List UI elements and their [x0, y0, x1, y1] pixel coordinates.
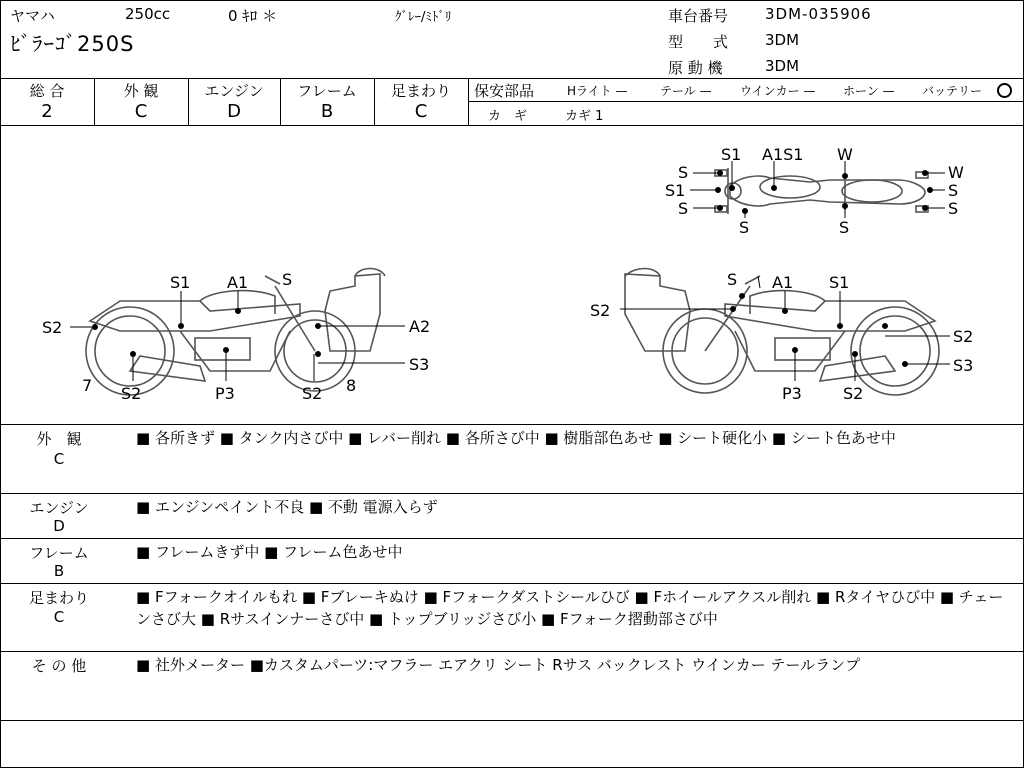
- frame-number: 3DM-035906: [765, 5, 872, 23]
- left-label-11: 8: [346, 376, 357, 395]
- left-label-6: S3: [409, 355, 430, 374]
- exterior-grade-label: 外 観: [123, 82, 159, 100]
- battery-circle-icon: [997, 83, 1012, 98]
- top-label-11: S: [839, 218, 850, 237]
- engine-model-label: 原 動 機: [668, 59, 723, 77]
- engine-model-value: 3DM: [765, 57, 800, 75]
- type-value: 3DM: [765, 31, 800, 49]
- horn-status: ホーン —: [843, 84, 895, 98]
- battery-status: バッテリー: [922, 84, 983, 98]
- right-label-1: S: [727, 270, 738, 289]
- safety-parts-title: 保安部品: [474, 82, 535, 100]
- model-name: ﾋﾞﾗｰｺﾞ250S: [10, 32, 135, 56]
- top-label-8: S: [678, 199, 689, 218]
- other-section-text: ■ 社外メーター ■カスタムパーツ:マフラー エアクリ シート Rサス バックレスト ウインカー テールランプ: [136, 656, 861, 674]
- left-label-7: 7: [82, 376, 93, 395]
- top-label-2: A1S1: [762, 145, 804, 164]
- other-section-title: そ の 他: [31, 657, 87, 675]
- top-view-bike: [715, 168, 928, 214]
- left-label-1: S1: [170, 273, 191, 292]
- frame-section-title: フレーム: [29, 544, 89, 562]
- suspension-section-text: ■ Fフォークオイルもれ ■ Fブレーキぬけ ■ Fフォークダストシールひび ■ Fホイールアクスル削れ ■ Rタイヤひび中 ■ チェーンさび大 ■ Rサスインナーさび中 ■ トップブリッジさび小 ■ Fフォーク摺動部さび中: [136, 588, 1004, 628]
- suspension-grade-label: 足まわり: [390, 82, 451, 100]
- engine-section-grade: D: [53, 517, 65, 535]
- left-label-3: S: [282, 270, 293, 289]
- top-label-6: S1: [665, 181, 686, 200]
- top-label-10: S: [739, 218, 750, 237]
- frame-number-label: 車台番号: [668, 7, 729, 25]
- right-label-5: S2: [953, 327, 974, 346]
- displacement: 250cc: [125, 5, 171, 23]
- engine-grade: D: [227, 101, 241, 122]
- top-label-3: W: [837, 145, 853, 164]
- frame-grade-label: フレーム: [297, 82, 357, 100]
- left-label-10: S2: [302, 384, 323, 403]
- total-grade: 2: [41, 101, 53, 122]
- color: ｸﾞﾚｰ/ﾐﾄﾞﾘ: [395, 10, 452, 25]
- left-label-9: P3: [215, 384, 235, 403]
- exterior-section-grade: C: [53, 450, 65, 468]
- left-label-2: A1: [227, 273, 249, 292]
- taillight-status: テール —: [660, 84, 712, 98]
- frame-section-grade: B: [53, 562, 65, 580]
- left-label-4: S2: [42, 318, 63, 337]
- top-label-4: S: [678, 163, 689, 182]
- engine-section-title: エンジン: [29, 499, 89, 517]
- key-value: カギ 1: [565, 109, 604, 124]
- frame-section-text: ■ フレームきず中 ■ フレーム色あせ中: [136, 543, 403, 561]
- right-label-8: S2: [843, 384, 864, 403]
- exterior-section-text: ■ 各所きず ■ タンク内さび中 ■ レバー削れ ■ 各所さび中 ■ 樹脂部色あせ ■ シート硬化小 ■ シート色あせ中: [136, 429, 896, 447]
- headlight-status: Hライト —: [567, 84, 628, 98]
- left-label-8: S2: [121, 384, 142, 403]
- total-grade-label: 総 合: [29, 82, 65, 100]
- right-label-3: S1: [829, 273, 850, 292]
- engine-section-text: ■ エンジンペイント不良 ■ 不動 電源入らず: [136, 498, 438, 516]
- left-label-5: A2: [409, 317, 431, 336]
- winker-status: ウインカー —: [740, 84, 816, 98]
- type-label: 型 式: [668, 33, 729, 51]
- right-label-4: S2: [590, 301, 611, 320]
- mileage: 0 ｷﾛ ＊: [228, 7, 278, 25]
- suspension-section-grade: C: [53, 608, 65, 626]
- frame-grade: B: [320, 101, 334, 122]
- key-label: カ ギ: [488, 109, 528, 124]
- damage-diagram: [0, 126, 1024, 424]
- right-label-7: P3: [782, 384, 802, 403]
- right-label-6: S3: [953, 356, 974, 375]
- top-label-5: W: [948, 163, 964, 182]
- engine-grade-label: エンジン: [204, 82, 264, 100]
- suspension-section-title: 足まわり: [28, 589, 89, 607]
- exterior-grade: C: [134, 101, 148, 122]
- top-label-9: S: [948, 199, 959, 218]
- right-label-2: A1: [772, 273, 794, 292]
- top-label-1: S1: [721, 145, 742, 164]
- maker: ヤマハ: [10, 7, 55, 25]
- exterior-section-title: 外 観: [36, 430, 82, 448]
- top-label-7: S: [948, 181, 959, 200]
- suspension-grade: C: [414, 101, 428, 122]
